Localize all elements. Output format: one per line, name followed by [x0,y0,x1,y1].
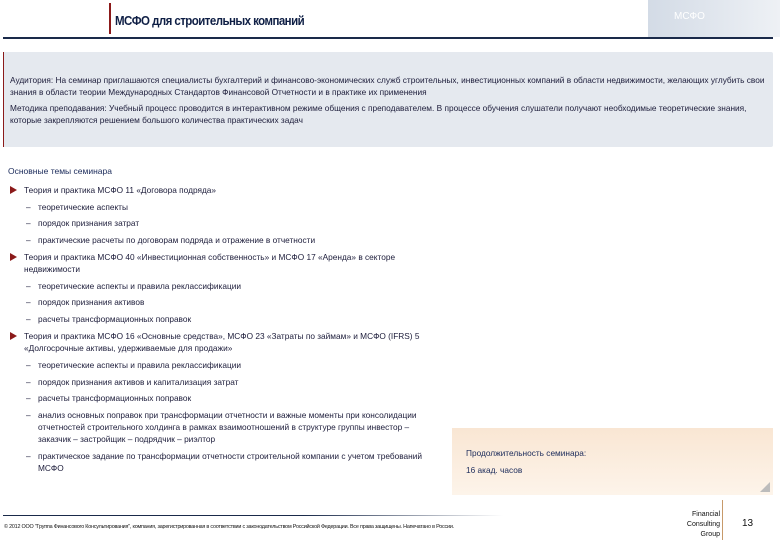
dash-bullet: – [26,281,31,291]
topic-text: Теория и практика МСФО 11 «Договора подряда» [24,185,217,195]
topic-item [10,184,430,196]
page-fold-icon [760,482,770,492]
intro-box [3,52,773,147]
dash-bullet: – [26,410,31,420]
subtopic-item [10,313,430,325]
subtopic-item [10,376,430,388]
duration-value: 16 акад. часов [466,465,523,475]
audience-text: Аудитория: На семинар приглашаются специалисты бухгалтерий и финансово-экономических служб строительных, инвестиционных компаний в области недвижимости, желающих углубить свои знания в области теории Международных Стандартов Финансовой Отчетности и в практике их применения [10,75,765,97]
topic-text: порядок признания активов и капитализация затрат [38,377,239,387]
topic-text: теоретические аспекты и правила реклассификации [38,281,241,291]
subtopic-item [10,280,430,292]
dash-bullet: – [26,393,31,403]
topic-text: расчеты трансформационных поправок [38,314,192,324]
dash-bullet: – [26,451,31,461]
dash-bullet: – [26,202,31,212]
topic-text: анализ основных поправок при трансформации отчетности и важные моменты при консолидации отчетностей строительного холдинга в рамках взаимоотношений в структуре группы инвестор – заказчик – застройщик – подрядчик – риэлтор [38,410,417,444]
topic-text: порядок признания затрат [38,218,140,228]
topics-heading: Основные темы семинара [8,166,112,176]
topic-text: практические расчеты по договорам подряда и отражение в отчетности [38,235,316,245]
triangle-bullet-icon [10,186,17,194]
duration-box [452,428,773,495]
company-line: Consulting [686,521,720,528]
company-logo-text [660,510,720,540]
dash-bullet: – [26,297,31,307]
topic-item [10,330,430,354]
header-divider [3,37,773,39]
subtopic-item [10,201,430,213]
subtopic-item [10,217,430,229]
footer-divider [3,515,503,516]
company-line: Financial [691,511,720,518]
subtopic-item [10,392,430,404]
footer-accent-bar [722,500,723,540]
topic-text: Теория и практика МСФО 16 «Основные средства», МСФО 23 «Затраты по займам» и МСФО (IFRS) 5 «Долгосрочные активы, удерживаемые для продажи» [24,331,420,353]
topic-text: теоретические аспекты [38,202,128,212]
topic-item [10,251,430,275]
topic-text: практическое задание по трансформации отчетности строительной компании с учетом требований МСФО [38,451,423,473]
page-title: МСФО для строительных компаний [115,14,305,28]
dash-bullet: – [26,377,31,387]
topic-text: расчеты трансформационных поправок [38,393,192,403]
subtopic-item [10,359,430,371]
subtopic-item [10,234,430,246]
topic-text: теоретические аспекты и правила реклассификации [38,360,241,370]
company-line: Group [700,531,720,538]
page-number: 13 [742,518,754,529]
dash-bullet: – [26,235,31,245]
dash-bullet: – [26,314,31,324]
subtopic-item [10,296,430,308]
section-tag: МСФО [648,0,780,37]
dash-bullet: – [26,360,31,370]
copyright: © 2012 ООО "Группа Финансового Консультирования", компания, зарегистрированная в соответствии с законодательством Российской Федерации. Все права защищены. Напечатано в России. [4,524,454,530]
header-accent-bar [109,3,111,34]
dash-bullet: – [26,218,31,228]
method-text: Методика преподавания: Учебный процесс проводится в интерактивном режиме общения с преподавателем. В процессе обучения слушатели получают необходимые теоретические знания, которые закрепляются решением большого количества практических задач [10,103,747,125]
triangle-bullet-icon [10,332,17,340]
subtopic-item [10,409,430,445]
subtopic-item [10,450,430,474]
duration-label: Продолжительность семинара: [466,448,587,458]
triangle-bullet-icon [10,253,17,261]
topic-text: порядок признания активов [38,297,145,307]
topic-text: Теория и практика МСФО 40 «Инвестиционная собственность» и МСФО 17 «Аренда» в секторе недвижимости [24,252,396,274]
